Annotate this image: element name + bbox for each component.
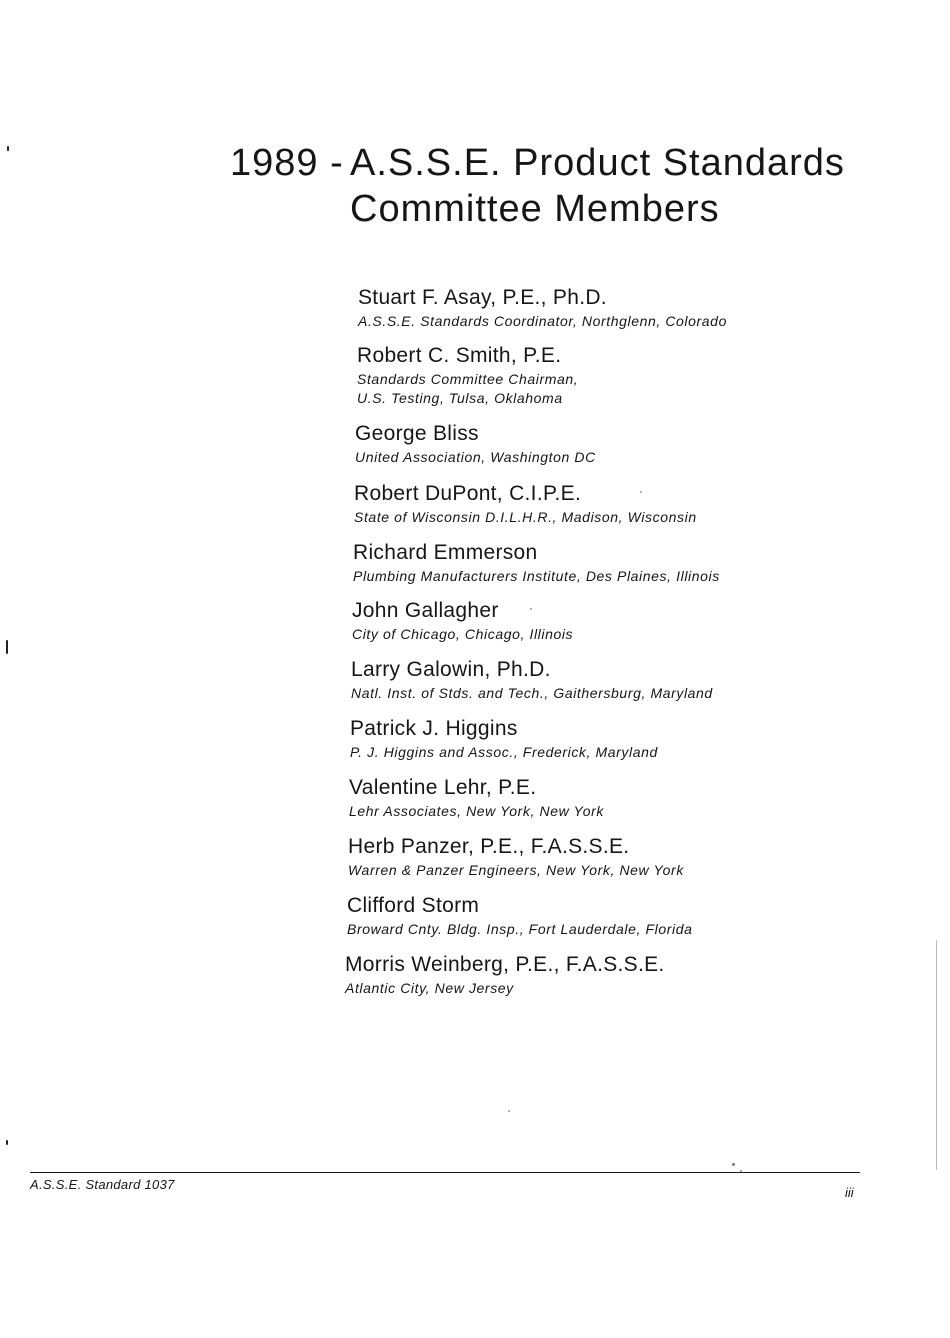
member-affiliation: P. J. Higgins and Assoc., Frederick, Maryland (350, 744, 658, 760)
member-name: Richard Emmerson (353, 541, 538, 564)
scan-mark (7, 146, 9, 151)
member-name: Robert C. Smith, P.E. (357, 344, 562, 367)
member-entry (348, 834, 684, 880)
member-entry (352, 598, 573, 644)
member-entry (354, 481, 697, 527)
member-affiliation: United Association, Washington DC (355, 449, 596, 465)
member-affiliation: Lehr Associates, New York, New York (349, 803, 604, 819)
member-entry (357, 343, 578, 408)
member-name: Larry Galowin, Ph.D. (351, 658, 551, 681)
title-year: 1989 - (230, 142, 344, 184)
member-affiliation: Broward Cnty. Bldg. Insp., Fort Lauderdale, Florida (347, 921, 693, 937)
member-affiliation: A.S.S.E. Standards Coordinator, Northglenn, Colorado (358, 313, 727, 329)
member-name: Valentine Lehr, P.E. (349, 776, 537, 799)
member-name: Robert DuPont, C.I.P.E. (354, 482, 582, 505)
scan-mark (6, 640, 8, 654)
member-entry (345, 952, 665, 998)
member-name: Stuart F. Asay, P.E., Ph.D. (358, 286, 607, 309)
member-affiliation-line-2: U.S. Testing, Tulsa, Oklahoma (357, 390, 563, 406)
title-line-2: Committee Members (350, 188, 720, 230)
scan-edge-line (936, 940, 937, 1170)
scan-mark (640, 491, 642, 493)
scan-mark (732, 1163, 735, 1166)
footer-standard-label: A.S.S.E. Standard 1037 (30, 1177, 175, 1192)
member-name: John Gallagher (352, 599, 499, 622)
scan-mark (508, 1110, 510, 1112)
member-affiliation: Plumbing Manufacturers Institute, Des Plaines, Illinois (353, 568, 720, 584)
footer-divider (30, 1172, 860, 1173)
title-line-1: A.S.S.E. Product Standards (350, 142, 845, 184)
member-affiliation: Natl. Inst. of Stds. and Tech., Gaithersburg, Maryland (351, 685, 713, 701)
member-affiliation: Atlantic City, New Jersey (345, 980, 514, 996)
member-entry (347, 893, 693, 939)
member-affiliation: Standards Committee Chairman, (357, 371, 579, 387)
member-entry (351, 657, 713, 703)
member-name: Herb Panzer, P.E., F.A.S.S.E. (348, 835, 630, 858)
member-name: George Bliss (355, 422, 479, 445)
member-name: Clifford Storm (347, 894, 480, 917)
member-entry (353, 540, 720, 586)
member-name: Patrick J. Higgins (350, 717, 518, 740)
member-entry (358, 285, 727, 331)
member-affiliation: State of Wisconsin D.I.L.H.R., Madison, Wisconsin (354, 509, 697, 525)
member-entry (350, 716, 658, 762)
member-name: Morris Weinberg, P.E., F.A.S.S.E. (345, 953, 665, 976)
member-entry (349, 775, 604, 821)
scan-mark (530, 608, 532, 610)
page-number: iii (845, 1185, 854, 1200)
page-title (350, 140, 845, 232)
member-entry (355, 421, 596, 467)
member-affiliation: Warren & Panzer Engineers, New York, New York (348, 862, 684, 878)
scan-mark (740, 1170, 742, 1172)
member-affiliation: City of Chicago, Chicago, Illinois (352, 626, 574, 642)
scan-mark (6, 1140, 8, 1145)
